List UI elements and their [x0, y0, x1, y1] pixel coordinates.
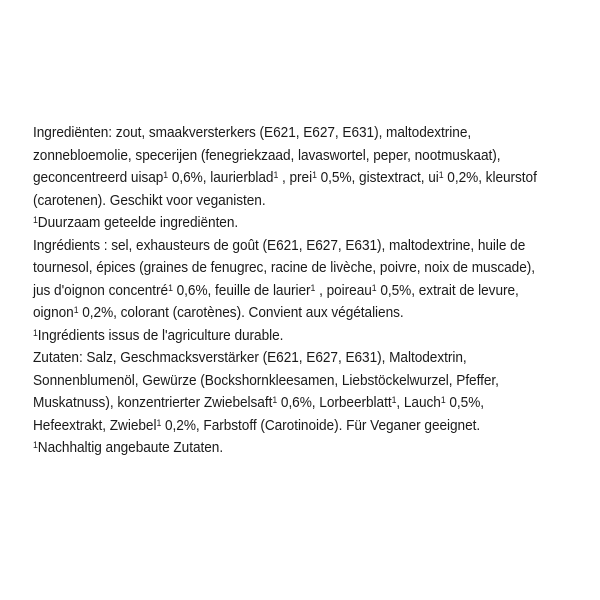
ingredients-line: Hefeextrakt, Zwiebel$^1$ 0,2%, Farbstoff (Carotinoide). Für Veganer geeignet. — [33, 417, 481, 434]
ingredients-footnote-german: $^1$Nachhaltig angebaute Zutaten. — [33, 439, 224, 456]
ingredients-section-french — [33, 235, 575, 348]
ingredients-line: Ingrédients : sel, exhausteurs de goût (E621, E627, E631), maltodextrine, huile de — [33, 237, 526, 254]
ingredients-text-block — [33, 122, 575, 460]
ingredients-line: (carotenen). Geschikt voor veganisten. — [33, 192, 266, 209]
ingredients-section-german — [33, 347, 575, 460]
ingredients-section-dutch — [33, 122, 575, 235]
ingredients-line: tournesol, épices (graines de fenugrec, racine de livèche, poivre, noix de muscade), — [33, 260, 535, 276]
ingredients-line: oignon$^1$ 0,2%, colorant (carotènes). Convient aux végétaliens. — [33, 304, 404, 321]
ingredients-footnote-french: $^1$Ingrédients issus de l'agriculture durable. — [33, 327, 284, 344]
ingredients-line: jus d'oignon concentré$^1$ 0,6%, feuille de laurier$^1$ , poireau$^1$ 0,5%, extrait de levure, — [33, 282, 519, 299]
ingredients-line: Sonnenblumenöl, Gewürze (Bockshornkleesamen, Liebstöckelwurzel, Pfeffer, — [33, 372, 499, 389]
ingredients-footnote-dutch: $^1$Duurzaam geteelde ingrediënten. — [33, 214, 239, 231]
ingredients-line: zonnebloemolie, specerijen (fenegriekzaad, lavaswortel, peper, nootmuskaat), — [33, 147, 501, 164]
ingredients-line: Ingrediënten: zout, smaakversterkers (E621, E627, E631), maltodextrine, — [33, 125, 472, 141]
ingredients-line: geconcentreerd uisap$^1$ 0,6%, laurierblad$^1$ , prei$^1$ 0,5%, gistextract, $ui^1$ 0,2%, kleurstof — [33, 169, 537, 186]
ingredients-line: Zutaten: Salz, Geschmacksverstärker (E621, E627, E631), Maltodextrin, — [33, 350, 467, 366]
ingredients-line: Muskatnuss), konzentrierter Zwiebelsaft$^1$ 0,6%, Lorbeerblatt$^1$, Lauch$^1$ 0,5%, — [33, 394, 485, 411]
